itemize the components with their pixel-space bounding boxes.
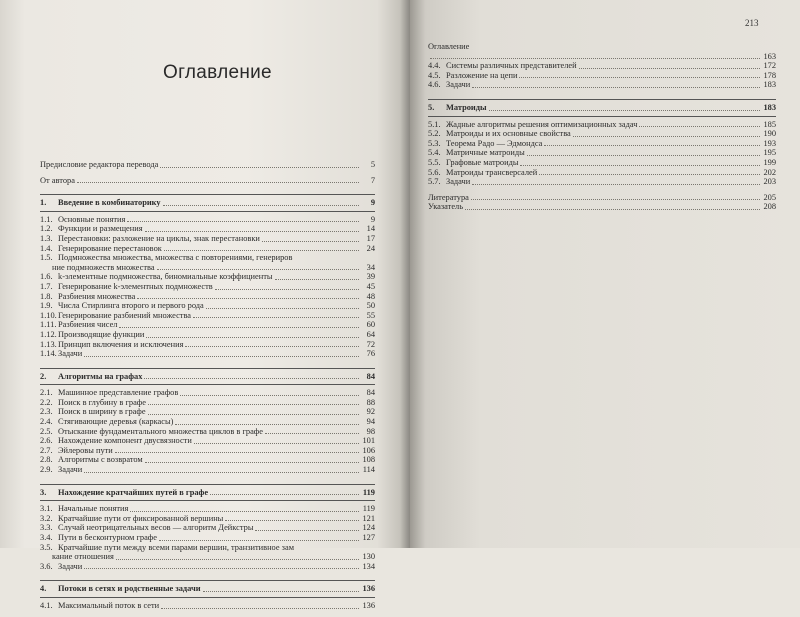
dot-leader (573, 136, 760, 137)
page-ref: 203 (763, 177, 776, 187)
toc-entry (40, 601, 375, 611)
toc-entry-title: 1.2. Функции и размещения (40, 224, 143, 234)
toc-entry (428, 52, 776, 62)
page-ref: 98 (366, 426, 375, 436)
toc-entry (428, 129, 776, 139)
section-number: 5.4. (428, 148, 441, 158)
toc-entry-title: 5.4. Матричные матроиды (428, 148, 525, 158)
toc-entry (40, 224, 375, 234)
toc-entry (40, 215, 375, 225)
toc-entry (40, 388, 375, 398)
toc-entry-title: 4.5. Разложение на цепи (428, 70, 518, 80)
dot-leader (579, 68, 760, 69)
dot-leader (116, 559, 359, 560)
page-ref: 48 (366, 291, 375, 301)
page-ref: 127 (362, 533, 375, 542)
dot-leader (185, 346, 359, 347)
page-ref: 136 (362, 584, 375, 594)
spacer (40, 571, 375, 577)
toc-entry (40, 292, 375, 302)
toc-entry-title: 5. Матроиды (428, 102, 487, 112)
toc-entry-title: 2.9. Задачи (40, 465, 83, 475)
dot-leader (84, 568, 359, 569)
toc-entry-title: 3.4. Пути в бесконтурном графе (40, 533, 157, 542)
toc-entry-title: 5.2. Матроиды и их основные свойства (428, 129, 571, 139)
section-divider (40, 368, 375, 369)
chapter-heading (40, 198, 375, 208)
toc-entry (40, 234, 375, 244)
toc-entry-title: 2.2. Поиск в глубину в графе (40, 397, 146, 407)
page-ref: 76 (366, 349, 375, 359)
table-of-contents-continued (428, 42, 776, 212)
page-ref: 114 (362, 465, 375, 475)
toc-entry (40, 340, 375, 350)
dot-leader (148, 414, 359, 415)
toc-entry (40, 301, 375, 311)
section-number: 2. (40, 371, 47, 381)
dot-leader (465, 209, 760, 210)
page-ref: 5 (370, 160, 375, 169)
toc-entry (428, 80, 776, 90)
toc-entry-title: 2.7. Эйлеровы пути (40, 445, 113, 455)
toc-entry (428, 42, 776, 52)
toc-entry (40, 455, 375, 465)
dot-leader (472, 184, 760, 185)
dot-leader (275, 279, 359, 280)
page-ref: 34 (366, 262, 375, 272)
section-number: 4. (40, 584, 47, 594)
dot-leader (160, 167, 359, 168)
toc-entry (40, 533, 375, 543)
page-title: Оглавление (163, 62, 272, 83)
toc-entry-title: Оглавление (428, 42, 470, 51)
toc-entry (428, 168, 776, 178)
section-number: 1.1. (40, 214, 53, 224)
dot-leader (489, 110, 760, 111)
dot-leader (519, 77, 760, 78)
dot-leader (471, 199, 760, 200)
toc-entry (40, 523, 375, 533)
dot-leader (145, 231, 359, 232)
section-number: 2.6. (40, 436, 53, 446)
toc-entry (40, 330, 375, 340)
section-number: 1.12. (40, 329, 57, 339)
section-divider (40, 597, 375, 598)
dot-leader (194, 443, 359, 444)
dot-leader (144, 378, 359, 379)
dot-leader (130, 511, 359, 512)
dot-leader (159, 540, 359, 541)
toc-entry-title: От автора (40, 175, 75, 185)
page-ref: 45 (366, 281, 375, 291)
page-ref: 50 (366, 301, 375, 311)
toc-entry-title: 1.10.Генерирование разбиений множества (40, 310, 192, 320)
toc-entry-title: 2.3. Поиск в ширину в графе (40, 407, 146, 417)
toc-entry (428, 61, 776, 71)
toc-entry (428, 120, 776, 130)
toc-entry (40, 282, 375, 292)
page-ref: 130 (362, 552, 375, 562)
section-number: 5.3. (428, 138, 441, 148)
toc-entry-title: 2.8. Алгоритмы с возвратом (40, 455, 143, 465)
spacer (40, 359, 375, 365)
toc-entry-title: 1. Введение в комбинаторику (40, 198, 161, 208)
section-number: 1.3. (40, 233, 53, 243)
section-number: 5.7. (428, 177, 441, 187)
toc-entry-title: Литература (428, 192, 469, 202)
section-number: 2.9. (40, 465, 53, 475)
toc-entry (40, 504, 375, 514)
section-number: 3.2. (40, 513, 53, 523)
section-number: 5.5. (428, 157, 441, 167)
toc-entry (40, 320, 375, 330)
toc-entry (428, 139, 776, 149)
toc-entry (40, 543, 375, 553)
section-number: 1.10. (40, 310, 57, 320)
page-ref: 17 (366, 233, 375, 243)
page-ref: 106 (362, 445, 375, 455)
right-page (410, 0, 800, 548)
toc-entry-title: 1.3. Перестановки: разложение на циклы, знак перестановки (40, 233, 260, 243)
toc-entry (40, 417, 375, 427)
toc-entry (40, 311, 375, 321)
page-ref: 60 (366, 320, 375, 330)
section-number: 1.14. (40, 349, 57, 359)
toc-entry-title: Предисловие редактора перевода (40, 160, 159, 169)
page-ref: 193 (763, 138, 776, 148)
dot-leader (127, 221, 359, 222)
page-ref: 24 (366, 243, 375, 253)
toc-entry-title: 1.11. Разбиения чисел (40, 320, 118, 330)
dot-leader (193, 317, 359, 318)
page-ref: 72 (366, 339, 375, 349)
section-number: 2.7. (40, 445, 53, 455)
section-number: 2.5. (40, 426, 53, 436)
toc-entry-title: 2.6. Нахождение компонент двусвязности (40, 436, 192, 446)
chapter-heading (40, 488, 375, 498)
toc-entry-title: 2.1. Машинное представление графов (40, 388, 179, 398)
section-number: 1.2. (40, 224, 53, 234)
section-number: 2.3. (40, 407, 53, 417)
section-number: 3. (40, 487, 47, 497)
toc-entry (40, 272, 375, 282)
toc-entry-title: Указатель (428, 202, 464, 212)
section-divider (428, 116, 776, 117)
page-ref: 183 (763, 80, 776, 90)
section-number: 2.8. (40, 455, 53, 465)
section-number: 4.6. (428, 80, 441, 90)
page-ref: 208 (763, 202, 776, 212)
spacer (428, 90, 776, 96)
dot-leader (539, 174, 760, 175)
page-ref: 84 (366, 388, 375, 398)
dot-leader (544, 145, 760, 146)
dot-leader (77, 182, 359, 183)
section-divider (428, 99, 776, 100)
dot-leader (175, 424, 359, 425)
page-ref: 199 (763, 157, 776, 167)
dot-leader (215, 289, 359, 290)
chapter-heading (40, 372, 375, 382)
dot-leader (265, 433, 359, 434)
toc-entry (40, 427, 375, 437)
toc-entry-title: 1.1. Основные понятия (40, 214, 126, 224)
dot-leader (163, 205, 359, 206)
toc-entry (40, 263, 375, 273)
page-ref: 202 (763, 167, 776, 177)
toc-entry (40, 514, 375, 524)
page-ref: 64 (366, 329, 375, 339)
toc-entry-title: 4.1. Максимальный поток в сети (40, 600, 160, 610)
toc-entry-title: 4. Потоки в сетях и родственные задачи (40, 584, 201, 594)
toc-entry (40, 253, 375, 263)
toc-entry-title: 1.4. Генерирование перестановок (40, 243, 162, 253)
toc-entry-title: 3.1. Начальные понятия (40, 504, 129, 514)
toc-entry (40, 176, 375, 186)
page-ref: 84 (366, 371, 375, 381)
section-number: 3.6. (40, 561, 53, 571)
dot-leader (255, 530, 359, 531)
page-ref: 121 (362, 513, 375, 523)
toc-entry (40, 446, 375, 456)
toc-entry-title: 5.7. Задачи (428, 177, 471, 187)
section-number: 1.13. (40, 339, 57, 349)
toc-entry-title: 1.12.Производящие функции (40, 329, 145, 339)
section-divider (40, 211, 375, 212)
table-of-contents (40, 160, 375, 617)
page-ref: 205 (763, 192, 776, 202)
section-number: 5.2. (428, 129, 441, 139)
page-ref: 7 (370, 175, 375, 185)
toc-entry-title: 5.6. Матроиды трансверсалей (428, 167, 538, 177)
toc-entry (40, 552, 375, 562)
section-number: 4.1. (40, 600, 53, 610)
section-number: 1.6. (40, 272, 53, 282)
section-divider (40, 500, 375, 501)
page-ref: 183 (763, 102, 776, 112)
dot-leader (119, 327, 359, 328)
page-ref: 178 (763, 70, 776, 80)
dot-leader (180, 395, 359, 396)
dot-leader (225, 520, 359, 521)
dot-leader (164, 250, 359, 251)
toc-entry (40, 562, 375, 572)
section-divider (40, 484, 375, 485)
toc-entry-title: 4.6. Задачи (428, 80, 471, 90)
page-ref: 9 (370, 198, 375, 208)
section-number: 4.5. (428, 70, 441, 80)
section-divider (40, 194, 375, 195)
section-divider (40, 580, 375, 581)
dot-leader (161, 608, 359, 609)
dot-leader (527, 155, 760, 156)
chapter-heading (428, 103, 776, 113)
page-ref: 101 (362, 436, 375, 446)
dot-leader (639, 126, 760, 127)
dot-leader (262, 241, 359, 242)
toc-entry (40, 349, 375, 359)
page-ref: 163 (763, 51, 776, 61)
section-number: 5. (428, 102, 435, 112)
toc-entry-title: 1.5. Подмножества множества, множества с повторениями, генериров (40, 253, 293, 263)
toc-entry-title: 1.8. Разбиения множества (40, 291, 136, 301)
toc-entry-title: 2. Алгоритмы на графах (40, 371, 143, 381)
section-number: 1.9. (40, 301, 53, 311)
toc-entry-title: 1.6. k-элементные подмножества, биномиальные коэффициенты (40, 272, 273, 282)
toc-entry-title: 3.3. Случай неотрицательных весов — алгоритм Дейкстры (40, 523, 254, 533)
toc-entry (40, 436, 375, 446)
page-ref: 172 (763, 61, 776, 71)
page-ref: 39 (366, 272, 375, 282)
toc-entry (40, 465, 375, 475)
dot-leader (145, 462, 359, 463)
section-number: 2.4. (40, 417, 53, 427)
toc-entry (428, 202, 776, 212)
toc-entry-title: 3. Нахождение кратчайших путей в графе (40, 487, 209, 497)
toc-entry (428, 71, 776, 81)
toc-entry (40, 244, 375, 254)
dot-leader (137, 298, 359, 299)
toc-entry-title: 3.2. Кратчайшие пути от фиксированной вершины (40, 513, 224, 523)
dot-leader (206, 308, 359, 309)
dot-leader (148, 404, 359, 405)
spacer (40, 611, 375, 617)
toc-entry (40, 160, 375, 170)
dot-leader (84, 472, 359, 473)
page-ref: 92 (366, 407, 375, 417)
section-number: 1.7. (40, 281, 53, 291)
page-ref: 108 (362, 455, 375, 465)
dot-leader (472, 87, 760, 88)
spacer (40, 475, 375, 481)
toc-entry (428, 193, 776, 203)
section-number: 5.1. (428, 119, 441, 129)
toc-entry (428, 158, 776, 168)
page-ref: 134 (362, 561, 375, 571)
page-ref: 94 (366, 417, 375, 427)
dot-leader (157, 269, 359, 270)
section-number: 2.2. (40, 397, 53, 407)
dot-leader (210, 494, 359, 495)
section-number: 3.1. (40, 504, 53, 514)
toc-entry-title: 1.9. Числа Стирлинга второго и первого рода (40, 301, 204, 311)
section-number: 1.4. (40, 243, 53, 253)
page-ref: 185 (763, 119, 776, 129)
section-divider (40, 384, 375, 385)
section-number: 1.11. (40, 320, 57, 330)
page-ref: 136 (362, 600, 375, 610)
toc-entry (428, 177, 776, 187)
page-ref: 119 (362, 487, 375, 497)
dot-leader (84, 356, 359, 357)
section-number: 1.8. (40, 291, 53, 301)
section-number: 3.3. (40, 523, 53, 533)
toc-entry (40, 407, 375, 417)
dot-leader (146, 337, 359, 338)
page-ref: 195 (763, 148, 776, 158)
page-number: 213 (745, 18, 759, 28)
dot-leader (430, 58, 760, 59)
section-number: 3.5. (40, 542, 53, 552)
section-number: 3.4. (40, 533, 53, 542)
toc-entry-title: 5.3. Теорема Радо — Эдмондса (428, 138, 543, 148)
section-number: 1.5. (40, 253, 53, 263)
section-number: 4.4. (428, 61, 441, 71)
toc-entry-title: 1.13.Принцип включения и исключения (40, 339, 184, 349)
toc-entry-title: 3.5. Кратчайшие пути между всеми парами вершин, транзитивное зам (40, 542, 294, 552)
toc-entry-title: 5.5. Графовые матроиды (428, 157, 519, 167)
page-ref: 119 (362, 504, 375, 514)
section-number: 2.1. (40, 388, 53, 398)
page-ref: 14 (366, 224, 375, 234)
dot-leader (203, 591, 359, 592)
toc-entry-title: 4.4. Системы различных представителей (428, 61, 577, 71)
toc-entry-title: 3.6. Задачи (40, 561, 83, 571)
spacer (40, 185, 375, 191)
toc-entry-title: кание отношения (52, 552, 114, 562)
page-ref: 190 (763, 129, 776, 139)
page-ref: 124 (362, 523, 375, 533)
page-ref: 9 (370, 214, 375, 224)
dot-leader (520, 165, 760, 166)
toc-entry-title: 2.5. Отыскание фундаментального множества циклов в графе (40, 426, 263, 436)
toc-entry (40, 398, 375, 408)
toc-entry-title: ние подмножеств множества (52, 262, 155, 272)
page-ref: 55 (366, 310, 375, 320)
section-number: 1. (40, 198, 47, 208)
toc-entry (428, 148, 776, 158)
toc-entry-title: 1.7. Генерирование k-элементных подмножеств (40, 281, 213, 291)
page-ref: 88 (366, 397, 375, 407)
toc-entry-title: 2.4. Стягивающие деревья (каркасы) (40, 417, 174, 427)
toc-entry-title: 1.14.Задачи (40, 349, 83, 359)
dot-leader (115, 452, 359, 453)
toc-entry-title: 5.1. Жадные алгоритмы решения оптимизационных задач (428, 119, 638, 129)
chapter-heading (40, 584, 375, 594)
section-number: 5.6. (428, 167, 441, 177)
